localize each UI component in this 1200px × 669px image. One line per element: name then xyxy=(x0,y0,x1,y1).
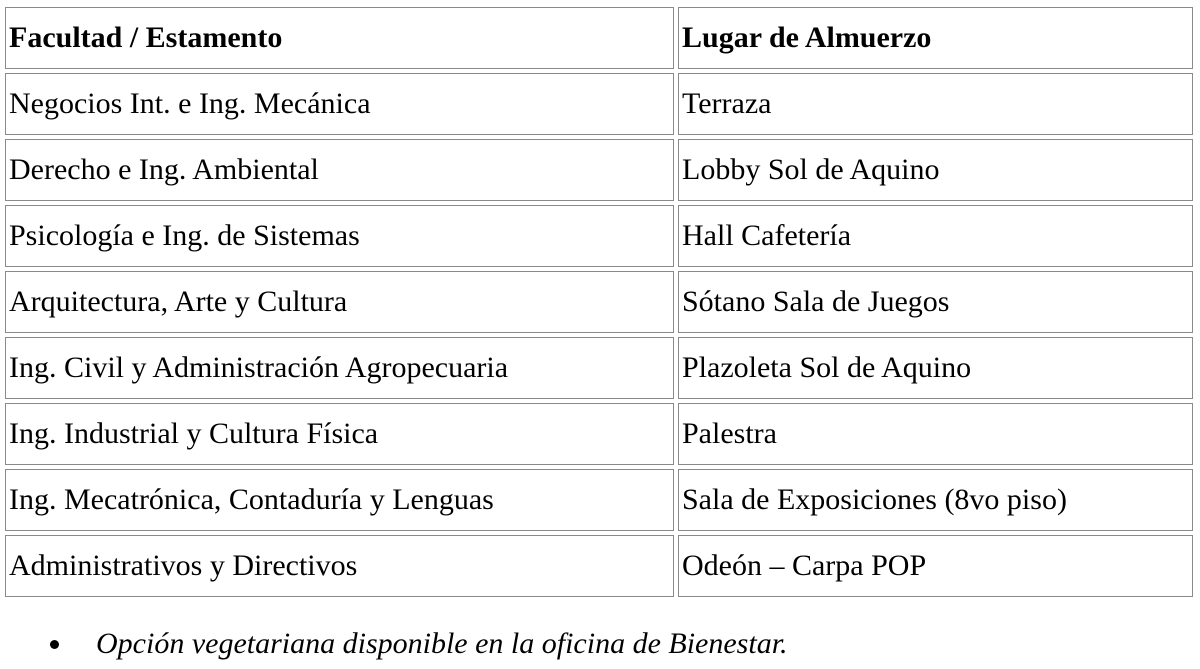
note-item-vegetarian xyxy=(0,624,788,664)
table-row xyxy=(5,337,1193,399)
notes-list xyxy=(0,624,788,664)
column-header-facultad: Facultad / Estamento xyxy=(5,7,674,69)
lugar-cell: Hall Cafetería xyxy=(678,205,1193,267)
table-row xyxy=(5,469,1193,531)
lugar-cell: Terraza xyxy=(678,73,1193,135)
column-header-lugar: Lugar de Almuerzo xyxy=(678,7,1193,69)
facultad-cell: Ing. Industrial y Cultura Física xyxy=(5,403,674,465)
note-text: Opción vegetariana disponible en la oficina de Bienestar. xyxy=(96,627,788,660)
facultad-cell: Derecho e Ing. Ambiental xyxy=(5,139,674,201)
lugar-cell: Plazoleta Sol de Aquino xyxy=(678,337,1193,399)
table-row xyxy=(5,205,1193,267)
facultad-cell: Arquitectura, Arte y Cultura xyxy=(5,271,674,333)
facultad-cell: Administrativos y Directivos xyxy=(5,535,674,597)
table-header-row xyxy=(5,7,1193,69)
facultad-cell: Ing. Mecatrónica, Contaduría y Lenguas xyxy=(5,469,674,531)
lugar-cell: Sala de Exposiciones (8vo piso) xyxy=(678,469,1193,531)
table-row xyxy=(5,535,1193,597)
facultad-cell: Negocios Int. e Ing. Mecánica xyxy=(5,73,674,135)
lugar-cell: Lobby Sol de Aquino xyxy=(678,139,1193,201)
lugar-cell: Sótano Sala de Juegos xyxy=(678,271,1193,333)
table-row xyxy=(5,271,1193,333)
facultad-cell: Ing. Civil y Administración Agropecuaria xyxy=(5,337,674,399)
facultad-cell: Psicología e Ing. de Sistemas xyxy=(5,205,674,267)
lugar-cell: Odeón – Carpa POP xyxy=(678,535,1193,597)
lugar-cell: Palestra xyxy=(678,403,1193,465)
table-row xyxy=(5,73,1193,135)
table-row xyxy=(5,139,1193,201)
table-row xyxy=(5,403,1193,465)
bullet-icon xyxy=(50,640,59,649)
lunch-locations-table xyxy=(1,3,1197,601)
